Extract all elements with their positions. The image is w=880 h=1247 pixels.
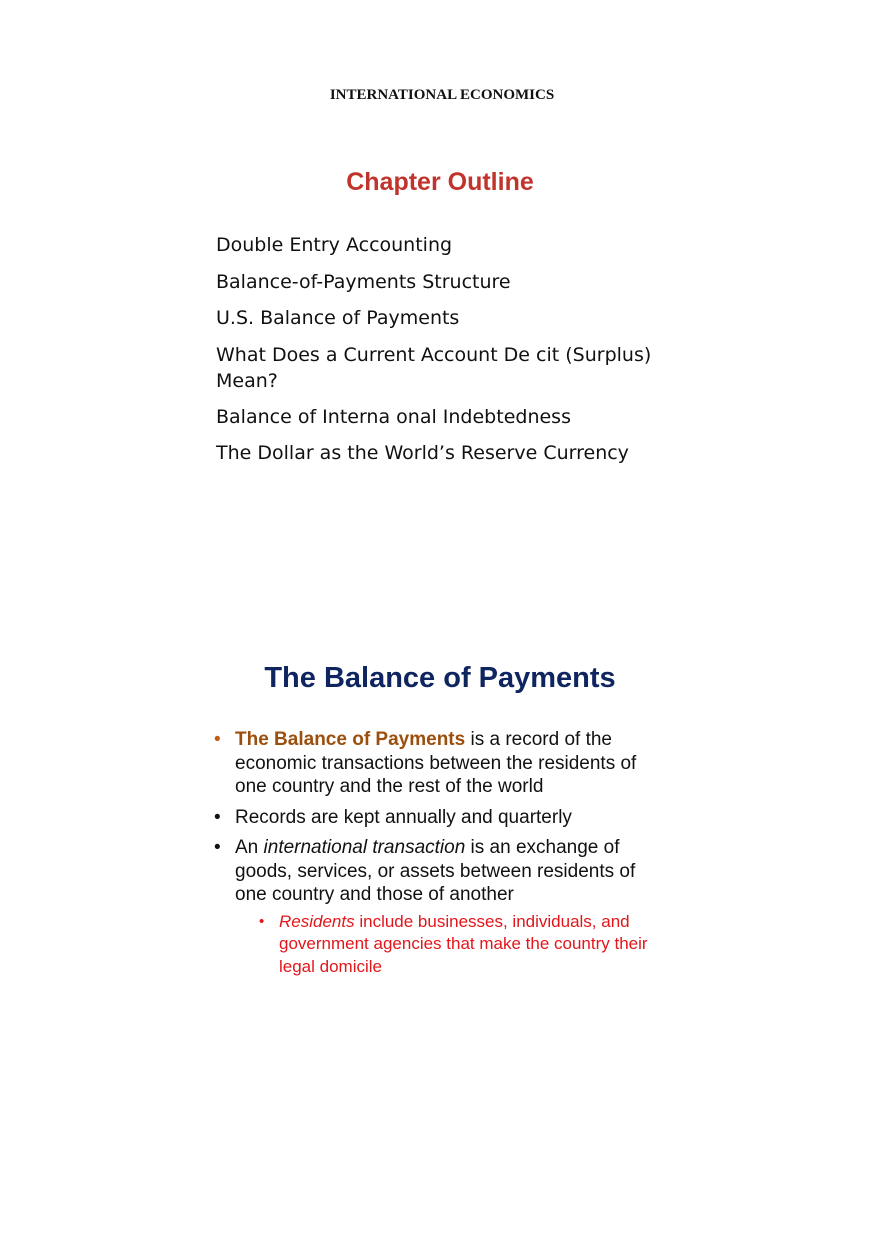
outline-item: What Does a Current Account De cit (Surplus) Mean? <box>216 344 652 392</box>
bullet-list <box>214 728 664 985</box>
outline-item: Double Entry Accounting <box>216 234 453 256</box>
bullet-item <box>214 728 664 799</box>
bullet-text: is a record of the economic transactions between the residents of one country and the rest of the world <box>235 729 637 797</box>
outline-item: Balance of Interna onal Indebtedness <box>216 406 571 428</box>
page-header: INTERNATIONAL ECONOMICS <box>329 87 555 103</box>
sub-bullet-item <box>259 911 664 979</box>
bullet-icon: • <box>214 837 221 858</box>
bullet-term: international transaction <box>263 837 466 858</box>
bullet-item <box>214 836 664 978</box>
bullet-icon: • <box>214 806 221 828</box>
chapter-outline-title: Chapter Outline <box>346 168 534 196</box>
bullet-item <box>214 806 664 830</box>
bullet-term: The Balance of Payments <box>235 729 466 750</box>
bullet-text: is an exchange of goods, services, or assets between residents of one country and those of another <box>235 837 636 905</box>
bullet-prefix: An <box>235 837 264 858</box>
sub-bullet-term: Residents <box>279 911 355 931</box>
outline-item: The Dollar as the World’s Reserve Currency <box>216 442 629 464</box>
outline-item: Balance-of-Payments Structure <box>216 271 511 293</box>
sub-bullet-icon: • <box>259 912 265 930</box>
bullet-text: Records are kept annually and quarterly <box>235 806 572 828</box>
balance-of-payments-title: The Balance of Payments <box>264 662 616 694</box>
bullet-icon: • <box>214 729 221 750</box>
outline-item: U.S. Balance of Payments <box>216 307 460 329</box>
sub-bullet-text: include businesses, individuals, and government agencies that make the country their legal domicile <box>279 911 648 976</box>
